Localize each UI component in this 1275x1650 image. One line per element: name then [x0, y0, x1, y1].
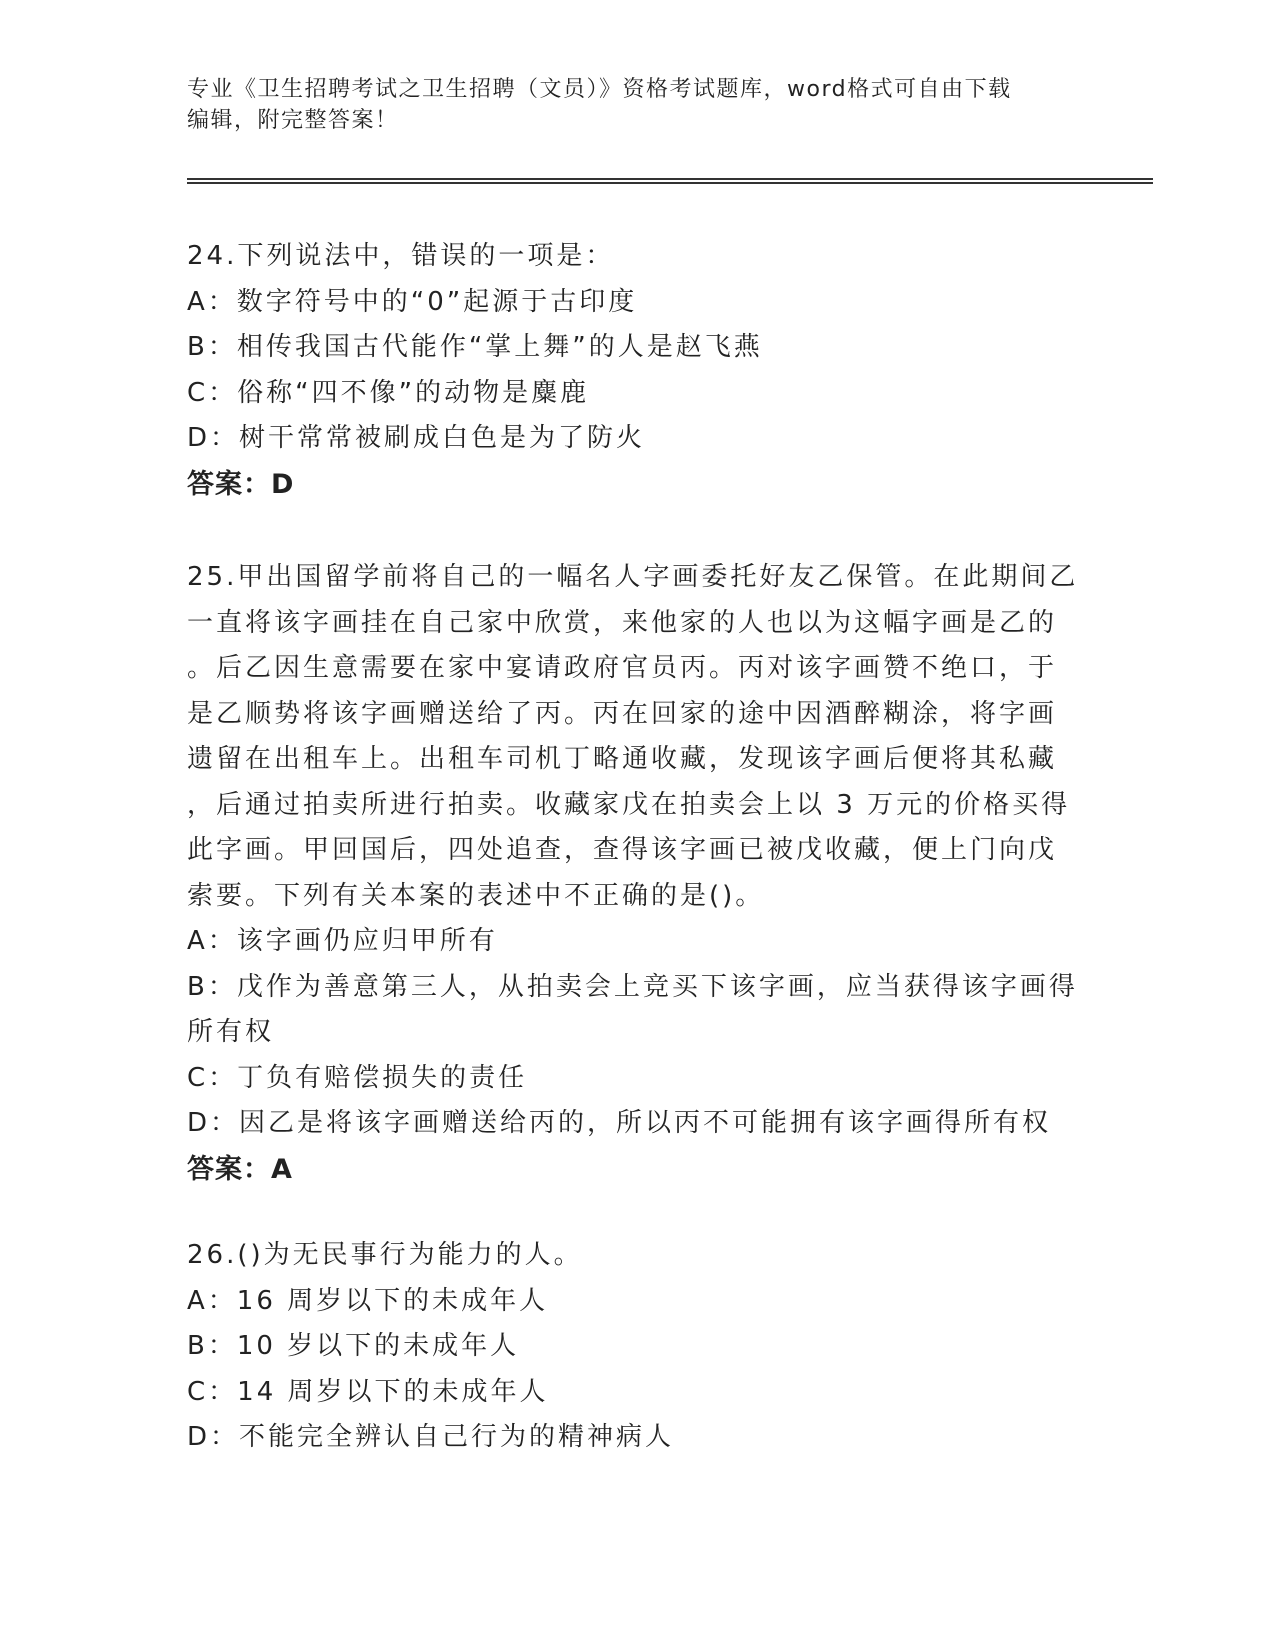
header-intro-line-1: 专业《卫生招聘考试之卫生招聘（文员）》资格考试题库，word格式可自由下载	[187, 77, 1012, 102]
question-stem-line: 。后乙因生意需要在家中宴请政府官员丙。丙对该字画赞不绝口，于	[187, 653, 1058, 683]
option-b: B：相传我国古代能作“掌上舞”的人是赵飞燕	[187, 332, 763, 362]
question-24	[187, 234, 1087, 507]
question-26	[187, 1233, 1087, 1461]
answer-label: 答案：A	[187, 1153, 293, 1185]
option-d: D：树干常常被刷成白色是为了防火	[187, 423, 646, 453]
document-header	[187, 74, 1087, 136]
option-c: C：14 周岁以下的未成年人	[187, 1376, 549, 1407]
option-c: C：俗称“四不像”的动物是麋鹿	[187, 377, 590, 408]
option-d: D：不能完全辨认自己行为的精神病人	[187, 1422, 675, 1452]
question-stem-line: 遗留在出租车上。出租车司机丁略通收藏，发现该字画后便将其私藏	[187, 744, 1058, 774]
option-a: A：16 周岁以下的未成年人	[187, 1285, 549, 1316]
question-stem-line: 是乙顺势将该字画赠送给了丙。丙在回家的途中因酒醉糊涂，将字画	[187, 698, 1058, 729]
header-intro-line-2: 编辑，附完整答案！	[187, 108, 399, 133]
question-stem: 26.()为无民事行为能力的人。	[187, 1240, 583, 1270]
question-stem-line: 一直将该字画挂在自己家中欣赏，来他家的人也以为这幅字画是乙的	[187, 607, 1058, 638]
question-stem-line: 索要。下列有关本案的表述中不正确的是()。	[187, 880, 765, 911]
header-divider-top	[187, 178, 1153, 180]
header-divider-bottom	[187, 182, 1153, 184]
question-25	[187, 555, 1087, 1192]
option-b-continued: 所有权	[187, 1017, 275, 1047]
option-b: B：10 岁以下的未成年人	[187, 1331, 520, 1361]
option-a: A：该字画仍应归甲所有	[187, 926, 498, 956]
question-stem-line: 25.甲出国留学前将自己的一幅名人字画委托好友乙保管。在此期间乙	[187, 562, 1079, 592]
question-stem: 24.下列说法中，错误的一项是：	[187, 241, 615, 271]
question-stem-line: 此字画。甲回国后，四处追查，查得该字画已被戊收藏，便上门向戊	[187, 835, 1058, 865]
question-stem-line: ，后通过拍卖所进行拍卖。收藏家戊在拍卖会上以 3 万元的价格买得	[187, 789, 1071, 820]
option-a: A：数字符号中的“0”起源于古印度	[187, 286, 638, 317]
answer-label: 答案：D	[187, 468, 295, 500]
option-b: B：戊作为善意第三人，从拍卖会上竞买下该字画，应当获得该字画得	[187, 971, 1078, 1002]
option-c: C：丁负有赔偿损失的责任	[187, 1062, 528, 1093]
option-d: D：因乙是将该字画赠送给丙的，所以丙不可能拥有该字画得所有权	[187, 1108, 1052, 1138]
